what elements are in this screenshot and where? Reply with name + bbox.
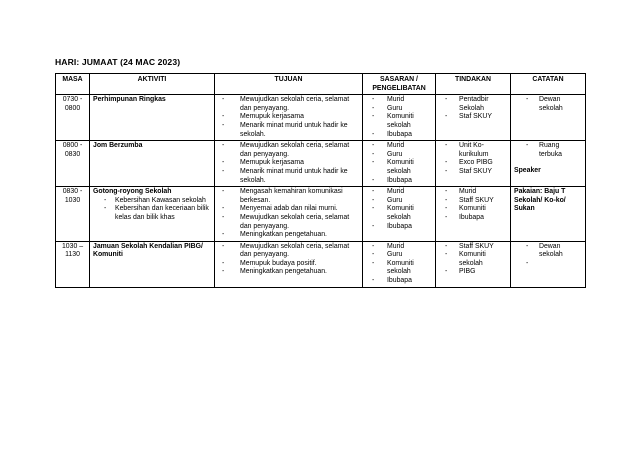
action-item: - Pentadbir Sekolah xyxy=(439,96,507,113)
action-item: - Komuniti xyxy=(439,205,507,214)
target-item: - Ibubapa xyxy=(366,223,432,232)
table-row xyxy=(56,187,586,242)
schedule-table xyxy=(55,73,586,288)
action-item: - Ibubapa xyxy=(439,214,507,223)
cell-tindakan xyxy=(436,141,511,187)
target-item: - Ibubapa xyxy=(366,277,432,286)
activity-sub-item: - Kebersihan dan keceriaan bilik kelas dan bilik khas xyxy=(93,205,211,222)
action-item: - Staf SKUY xyxy=(439,168,507,177)
action-item: - Exco PIBG xyxy=(439,159,507,168)
note-text: Speaker xyxy=(514,167,541,175)
target-item: - Murid xyxy=(366,142,432,151)
cell-tujuan xyxy=(215,241,363,287)
activity-sub-item: - Kebersihan Kawasan sekolah xyxy=(93,197,211,206)
target-item: - Komuniti sekolah xyxy=(366,159,432,176)
action-item-list xyxy=(439,188,507,222)
cell-tujuan xyxy=(215,187,363,242)
target-item-list xyxy=(366,243,432,286)
activity-title: Jamuan Sekolah Kendalian PIBG/ Komuniti xyxy=(93,242,203,259)
column-header-catatan: CATATAN xyxy=(511,74,586,95)
action-item-list xyxy=(439,243,507,277)
column-header-tujuan: TUJUAN xyxy=(215,74,363,95)
note-text: Pakaian: Baju T Sekolah/ Ko-ko/ Sukan xyxy=(514,188,566,213)
header-row xyxy=(56,74,586,95)
objective-item: - Memupuk kerjasama xyxy=(218,159,359,168)
objective-item: - Mewujudkan sekolah ceria, selamat dan penyayang. xyxy=(218,96,359,113)
objective-item: - Menyemai adab dan nilai murni. xyxy=(218,205,359,214)
cell-aktiviti xyxy=(90,187,215,242)
activity-title: Perhimpunan Ringkas xyxy=(93,96,166,104)
day-heading: HARI: JUMAAT (24 MAC 2023) xyxy=(55,57,181,67)
column-header-sasaran: SASARAN / PENGELIBATAN xyxy=(363,74,436,95)
activity-sub-item-list xyxy=(93,197,211,223)
action-item-list xyxy=(439,96,507,122)
target-item-list xyxy=(366,188,432,231)
note-item: - Ruang terbuka xyxy=(514,142,582,159)
table-row xyxy=(56,141,586,187)
objective-item-list xyxy=(218,188,359,240)
target-item: - Murid xyxy=(366,243,432,252)
cell-masa: 0830 - 1030 xyxy=(56,187,90,242)
column-header-tindakan: TINDAKAN xyxy=(436,74,511,95)
target-item: - Guru xyxy=(366,197,432,206)
target-item: - Komuniti sekolah xyxy=(366,113,432,130)
cell-masa: 1030 – 1130 xyxy=(56,241,90,287)
action-item: - Komuniti sekolah xyxy=(439,251,507,268)
note-gap xyxy=(514,159,582,167)
target-item-list xyxy=(366,142,432,185)
cell-sasaran xyxy=(363,187,436,242)
objective-item: - Meningkatkan pengetahuan. xyxy=(218,231,359,240)
cell-catatan xyxy=(511,141,586,187)
cell-catatan xyxy=(511,187,586,242)
note-item-list xyxy=(514,243,582,260)
cell-sasaran xyxy=(363,141,436,187)
cell-catatan xyxy=(511,241,586,287)
cell-catatan xyxy=(511,95,586,141)
cell-tindakan xyxy=(436,187,511,242)
table-row xyxy=(56,241,586,287)
column-header-masa: MASA xyxy=(56,74,90,95)
cell-tujuan xyxy=(215,95,363,141)
cell-tindakan xyxy=(436,241,511,287)
cell-aktiviti xyxy=(90,141,215,187)
note-item: - Dewan sekolah xyxy=(514,96,582,113)
objective-item: - Mewujudkan sekolah ceria, selamat dan penyayang. xyxy=(218,214,359,231)
target-item: - Ibubapa xyxy=(366,177,432,186)
action-item: - PIBG xyxy=(439,268,507,277)
action-item-list xyxy=(439,142,507,176)
objective-item: - Memupuk kerjasama xyxy=(218,113,359,122)
objective-item-list xyxy=(218,96,359,139)
target-item: - Komuniti sekolah xyxy=(366,205,432,222)
table-row xyxy=(56,95,586,141)
target-item: - Guru xyxy=(366,151,432,160)
target-item: - Murid xyxy=(366,188,432,197)
action-item: - Staf SKUY xyxy=(439,113,507,122)
activity-title: Jom Berzumba xyxy=(93,142,143,150)
target-item: - Komuniti sekolah xyxy=(366,260,432,277)
target-item: - Guru xyxy=(366,105,432,114)
objective-item-list xyxy=(218,142,359,185)
action-item: - Staff SKUY xyxy=(439,197,507,206)
note-item-list xyxy=(514,96,582,113)
objective-item: - Memupuk budaya positif. xyxy=(218,260,359,269)
column-header-aktiviti: AKTIVITI xyxy=(90,74,215,95)
note-item: - Dewan sekolah xyxy=(514,243,582,260)
objective-item: - Menarik minat murid untuk hadir ke sekolah. xyxy=(218,122,359,139)
cell-masa: 0800 - 0830 xyxy=(56,141,90,187)
note-item-list xyxy=(514,142,582,159)
action-item: - Unit Ko-kurikulum xyxy=(439,142,507,159)
cell-masa: 0730 - 0800 xyxy=(56,95,90,141)
cell-aktiviti xyxy=(90,95,215,141)
objective-item: - Mengasah kemahiran komunikasi berkesan. xyxy=(218,188,359,205)
cell-aktiviti xyxy=(90,241,215,287)
target-item-list xyxy=(366,96,432,139)
objective-item-list xyxy=(218,243,359,277)
target-item: - Murid xyxy=(366,96,432,105)
cell-tindakan xyxy=(436,95,511,141)
cell-sasaran xyxy=(363,241,436,287)
action-item: - Staff SKUY xyxy=(439,243,507,252)
cell-sasaran xyxy=(363,95,436,141)
target-item: - Guru xyxy=(366,251,432,260)
objective-item: - Mewujudkan sekolah ceria, selamat dan penyayang. xyxy=(218,243,359,260)
cell-tujuan xyxy=(215,141,363,187)
objective-item: - Mewujudkan sekolah ceria, selamat dan penyayang. xyxy=(218,142,359,159)
target-item: - Ibubapa xyxy=(366,131,432,140)
action-item: - Murid xyxy=(439,188,507,197)
objective-item: - Menarik minat murid untuk hadir ke sekolah. xyxy=(218,168,359,185)
objective-item: - Meningkatkan pengetahuan. xyxy=(218,268,359,277)
schedule-body xyxy=(56,95,586,288)
activity-title: Gotong-royong Sekolah xyxy=(93,188,172,196)
